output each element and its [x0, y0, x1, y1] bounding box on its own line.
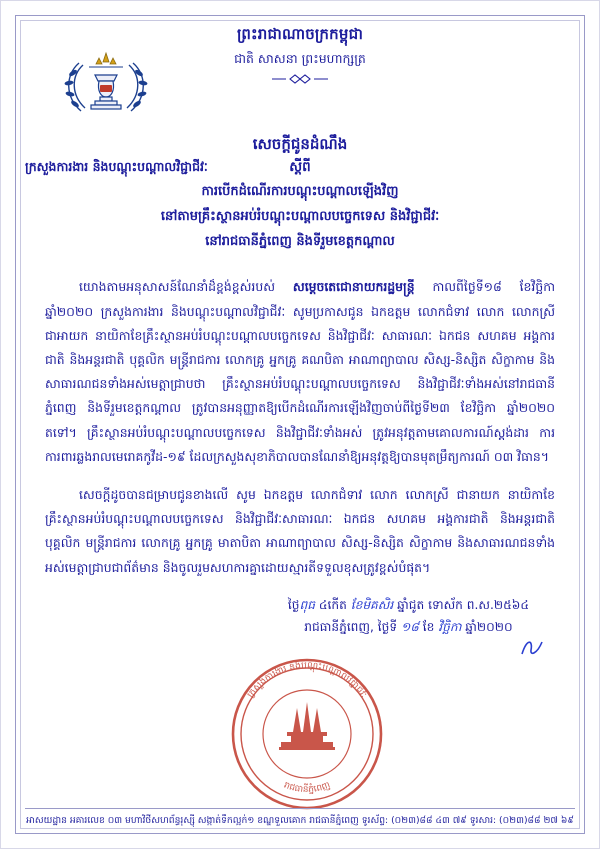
- document-type: សេចក្ដីជូនដំណឹង: [252, 135, 348, 154]
- date-mid-1: ៤កើត: [315, 597, 351, 612]
- document-about-label: ស្ដីពី: [289, 159, 311, 176]
- document-subject-line-1: ការបើកដំណើរការបណ្ដុះបណ្ដាលឡើងវិញ: [201, 184, 399, 200]
- date2-mid: ខែ: [418, 620, 439, 635]
- svg-text:រាជធានីភ្នំពេញ: រាជធានីភ្នំពេញ: [282, 780, 332, 795]
- footer-divider: [25, 808, 575, 809]
- svg-text:ក្រសួងការងារ និងបណ្ដុះបណ្ដាលវិ: ក្រសួងការងារ និងបណ្ដុះបណ្ដាលវិជ្ជាជីវៈ: [245, 660, 369, 700]
- paragraph-1-bold: សម្ដេចតេជោនាយករដ្ឋមន្ត្រី: [292, 279, 415, 295]
- date-prefix: ថ្ងៃ: [287, 597, 300, 612]
- signature-mark: [519, 634, 545, 660]
- signature-gregorian-date: [288, 616, 529, 639]
- date2-hand-month: វិច្ឆិកា: [438, 620, 462, 635]
- signature-lunar-date: [288, 594, 529, 617]
- date-hand-month: ខែមិគសិរ: [350, 597, 394, 612]
- document-body: [45, 275, 555, 579]
- document-header: [1, 1, 599, 84]
- date2-suffix: ឆ្នាំ២០២០: [461, 620, 513, 635]
- paragraph-1-post: កាលពីថ្ងៃទី១៨ ខែវិច្ឆិកា ឆ្នាំ២០២០ ក្រសួងការងារ និងបណ្ដុះបណ្ដាលវិជ្ជាជីវៈ សូមប្រកាសជូន ឯកឧត្តម លោកជំទាវ លោក លោកស្រី ជាអាយក នាយិកាខែគ្រឹះស្ថានអប់រំបណ្ដុះបណ្ដាលបច្ចេកទេស និងវិជ្ជាជីវៈ សាធារណៈ ឯកជន សហគម អង្គការជាតិ និងអន្តរជាតិ បុគ្គលិក មន្ត្រីរាជការ លោកគ្រូ អ្នកគ្រូ គណបិតា អាណាព្យាបាល សិស្ស-និស្សិត សិក្ខាកាម និងសាធារណជនទាំងអស់មេត្តាជ្រាបថា គ្រឹះស្ថានអប់រំបណ្ដុះបណ្ដាលបច្ចេកទេស និងវិជ្ជាជីវៈទាំងអស់នៅរាជធានីភ្នំពេញ និងទីរួមខេត្តកណ្ដាល ត្រូវបានអនុញ្ញាតឱ្យបើកដំណើរការឡើងវិញចាប់ពីថ្ងៃទី២៣ ខែវិច្ឆិកា ឆ្នាំ២០២០ តទៅ។ គ្រឹះស្ថានអប់រំបណ្ដុះបណ្ដាលបច្ចេកទេស និងវិជ្ជាជីវៈទាំងអស់ ត្រូវអនុវត្តតាមគោលការណ៍ស្ដង់ដារ ការការពារឆ្លងរាលមេរោគកូវីដ-១៩ ដែលក្រសួងសុខាភិបាលបានណែនាំឱ្យអនុវត្តឱ្យបានមុតម្រឹត្យការណ៍ ០៣ វិធាន។: [45, 279, 555, 464]
- signature-date-block: [288, 594, 529, 639]
- title-block: [1, 132, 599, 253]
- footer-address: អាសយដ្ឋាន អគារលេខ ០៣ មហាវិថីសហព័ន្ធរុស្ស៊ី សង្កាត់ទឹកល្អក់១ ខណ្ឌទួលគោក រាជធានីភ្នំពេញ ទូរស័ព្ទ: (០២៣)៨៨ ៤៣ ៧៩ ទូរសារ: (០២៣)៨៨ ២៧ ៦៩: [26, 815, 574, 827]
- signature-area: [1, 594, 599, 809]
- date2-hand-day: ១៨: [401, 620, 419, 635]
- document-subject-line-3: នៅរាជធានីភ្នំពេញ និងទីរួមខេត្តកណ្ដាល: [205, 233, 395, 249]
- ministry-name: ក្រសួងការងារ និងបណ្ដុះបណ្ដាលវិជ្ជាជីវៈ: [25, 159, 208, 174]
- body-paragraph-1: [45, 275, 555, 469]
- official-stamp: [219, 646, 395, 822]
- body-paragraph-2: សេចក្ដីដូចបានជម្រាបជូនខាងលើ សូម ឯកឧត្តម លោកជំទាវ លោក លោកស្រី ជានាយក នាយិកាខែគ្រឹះស្ថានអប់រំបណ្ដុះបណ្ដាលបច្ចេកទេស និងវិជ្ជាជីវៈសាធារណៈ ឯកជន សហគម អង្គការជាតិ និងអន្តរជាតិ បុគ្គលិក មន្ត្រីរាជការ លោកគ្រូ អ្នកគ្រូ មាតាបិតា អាណាព្យាបាល សិស្ស-និស្សិត សិក្ខាកាម និងសាធារណជនទាំងអស់មេត្តាជ្រាបជាព័ត៌មាន និងចូលរួមសហការគ្នាដោយស្មារតីទទួលខុសត្រូវខ្ពស់បំផុត។: [45, 486, 555, 575]
- document-footer: [21, 808, 579, 828]
- date-hand-day: ពុធ: [299, 597, 315, 612]
- nation-motto: ជាតិ សាសនា ព្រះមហាក្សត្រ: [234, 50, 366, 66]
- date-mid-2: ឆ្នាំជូត ទោស័ក ព.ស.២៥៦៤: [393, 597, 529, 612]
- nation-title: ព្រះរាជាណាចក្រកម្ពុជា: [236, 25, 364, 43]
- date2-prefix: រាជធានីភ្នំពេញ, ថ្ងៃទី: [304, 620, 401, 635]
- divider-ornament: [270, 74, 330, 84]
- document-subject-line-2: នៅតាមគ្រឹះស្ថានអប់រំបណ្ដុះបណ្ដាលបច្ចេកទេស និងវិជ្ជាជីវៈ: [160, 208, 440, 224]
- paragraph-1-pre: យោងតាមអនុសាសន៍ណែនាំដ៏ខ្ពង់ខ្ពស់របស់: [79, 279, 293, 295]
